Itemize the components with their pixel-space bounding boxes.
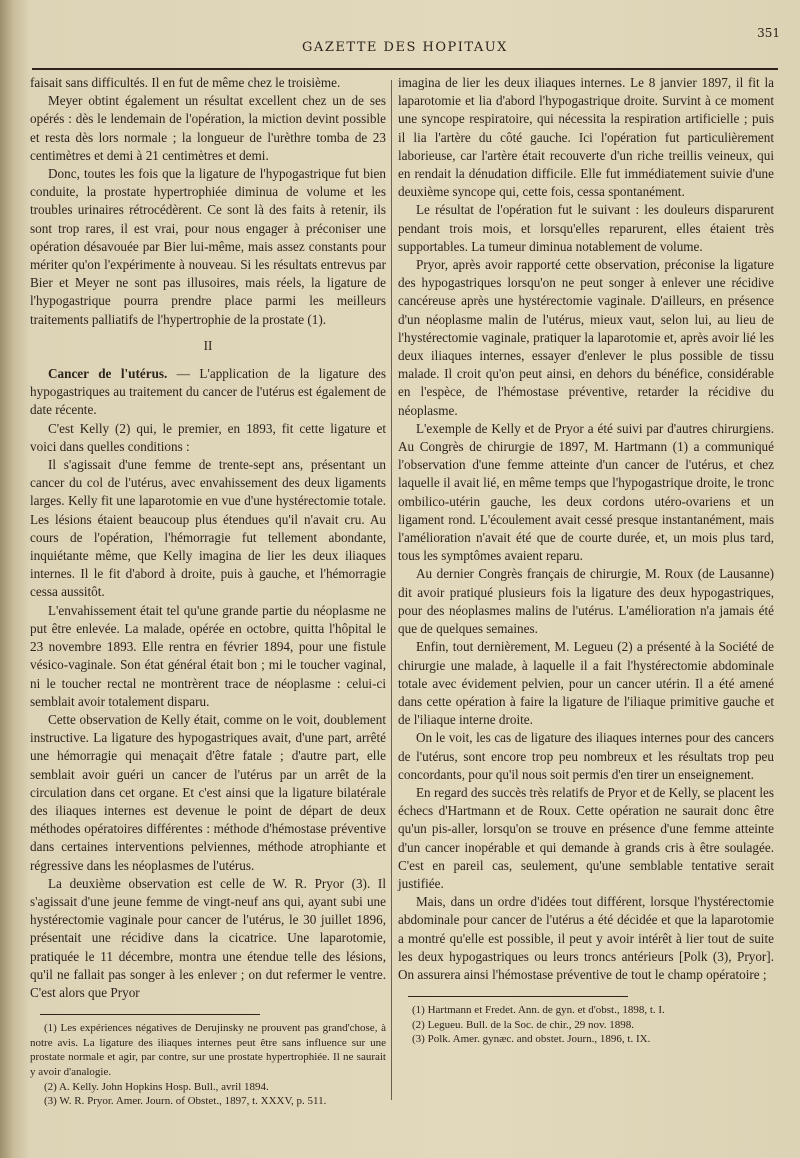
paragraph: Le résultat de l'opération fut le suivant : les douleurs disparurent pendant trois mois, et lorsqu'elles reparurent, elles étaient très supportables. La tumeur diminua notablement de volume. [398, 202, 774, 254]
paragraph: imagina de lier les deux iliaques internes. Le 8 janvier 1897, il fit la laparotomie et lia d'abord l'hypogastrique droite. Survint à ce moment une syncope respiratoire, qui nécessita la respiration artificielle ; puis il lia l'artère du côté gauche. Ici l'opération fut particulièrement laborieuse, car l'artère était recouverte d'un riche treillis veineux, qui en rendait la dénudation difficile. Elle fut immédiatement suivie d'une deuxième syncope qui, cette fois, cessa spontanément. [398, 75, 774, 200]
column-divider [391, 80, 392, 1100]
paragraph: Au dernier Congrès français de chirurgie, M. Roux (de Lausanne) dit avoir pratiqué plusieurs fois la ligature des deux hypogastriques, pour des néoplasmes malins de l'utérus. L'amélioration n'a jamais été que de quelques semaines. [398, 566, 774, 637]
paragraph: Donc, toutes les fois que la ligature de l'hypogastrique fut bien conduite, la prostate hypertrophiée diminua de volume et les troubles urinaires rétrocédèrent. Ce sont là des faits à retenir, ils sont trop rares, il est vrai, pour nous engager à préconiser une opération désavouée par Bier lui-même, mais assez constants pour mériter qu'on l'expérimente à nouveau. Si les résultats entrevus par Bier et Meyer ne sont pas illusoires, mais réels, la ligature de l'hypogastrique pourra prendre place parmi les meilleurs traitements palliatifs de l'hypertrophie de la prostate (1). [30, 166, 386, 327]
section-paragraph [30, 365, 386, 420]
section-intro: — L'application de la ligature des hypogastriques au traitement du cancer de l'utérus est également de date récente. [30, 366, 387, 418]
paragraph: Pryor, après avoir rapporté cette observation, préconise la ligature des hypogastriques lorsqu'on ne peut songer à enlever une récidive cancéreuse après une hystérectomie vaginale. D'ailleurs, en présence d'un néoplasme malin de l'utérus, mieux vaut, selon lui, au lieu de l'hystérectomie vaginale, pratiquer la laparotomie et, après avoir lié les deux iliaques internes, essayer d'enlever le plus possible de tissu malade. Il croit qu'on peut ainsi, en dehors du bénéfice, considérable en l'espèce, de l'hémostase préventive, retarder la récidive du néoplasme. [398, 257, 774, 418]
paragraph: Cette observation de Kelly était, comme on le voit, doublement instructive. La ligature des hypogastriques avait, d'une part, arrêté une hémorragie qui menaçait d'être fatale ; d'autre part, elle semblait avoir guéri un cancer de l'utérus par un arrêt de la circulation dans cet organe. Et c'est ainsi que la ligature bilatérale des iliaques internes est devenue le point de départ de deux méthodes opératoires différentes : méthode d'hémostase préventive dans certaines interventions pelviennes, méthode atrophiante et régressive dans les néoplasmes de l'utérus. [30, 711, 386, 873]
footnote-rule [408, 996, 628, 997]
footnotes-right [398, 1003, 774, 1047]
footnote: (2) Legueu. Bull. de la Soc. de chir., 29 nov. 1898. [412, 1018, 634, 1031]
footnote: (3) Polk. Amer. gynæc. and obstet. Journ., 1896, t. IX. [412, 1033, 651, 1046]
footnote: (1) Les expériences négatives de Derujinsky ne prouvent pas grand'chose, à notre avis. La ligature des iliaques internes peut être sans influence sur une prostate normale et agir, par contre, sur une prostate hypertrophiée. Il ne saurait y avoir d'analogie. [30, 1022, 386, 1078]
left-column [30, 74, 386, 1109]
paragraph: On le voit, les cas de ligature des iliaques internes pour des cancers de l'utérus, sont encore trop peu nombreux et les résultats trop peu concordants, pour qu'il nous soit permis d'en tirer un enseignement. [398, 730, 774, 782]
paragraph: L'exemple de Kelly et de Pryor a été suivi par d'autres chirurgiens. Au Congrès de chirurgie de 1897, M. Hartmann (1) a communiqué l'observation d'une femme atteinte d'un cancer de l'utérus, et chez laquelle il avait lié, en même temps que l'hypogastrique droite, le tronc ombilico-utérin gauche, les deux cordons utéro-ovariens et un ligament rond. L'écoulement avait cessé presque instantanément, mais l'amélioration n'avait été que de courte durée, et, un mois plus tard, tous les symptômes avaient reparu. [398, 420, 774, 564]
footnote: (2) A. Kelly. John Hopkins Hosp. Bull., avril 1894. [44, 1080, 269, 1093]
running-title: GAZETTE DES HOPITAUX [302, 40, 508, 55]
paragraph: En regard des succès très relatifs de Pryor et de Kelly, se placent les échecs d'Hartmann et de Roux. Cette opération ne saurait donc être qu'un pis-aller, lorsqu'on se trouve en présence d'une femme atteinte d'un cancer inopérable et qui demande à grands cris à être soulagée. C'est en pareil cas, seulement, qu'une semblable tentative serait justifiée. [398, 784, 774, 891]
section-number: II [203, 337, 213, 353]
page-number: 351 [757, 26, 780, 40]
paragraph: L'envahissement était tel qu'une grande partie du néoplasme ne put être enlevée. La malade, opérée en octobre, quitta l'hôpital le 23 novembre 1893. Elle rentra en février 1894, pour une fistule vésico-vaginale. Son état général était bon ; mi le toucher vaginal, ni le toucher rectal ne montrèrent trace de néoplasme : celui-ci semblait avoir totalement disparu. [30, 602, 386, 709]
paragraph: Meyer obtint également un résultat excellent chez un de ses opérés : dès le lendemain de l'opération, la miction devint possible et resta dès lors normale ; la longueur de l'urèthre tomba de 23 centimètres et demi à 21 centimètres et demi. [30, 93, 386, 163]
page-header [30, 26, 780, 62]
footnote: (1) Hartmann et Fredet. Ann. de gyn. et d'obst., 1898, t. I. [412, 1004, 665, 1017]
paragraph: Enfin, tout dernièrement, M. Legueu (2) a présenté à la Société de chirurgie une malade, à laquelle il a fait l'hystérectomie abdominale totale avec évidement pelvien, pour un cancer utérin. Il a été amené dans cette opération à faire la ligature de l'iliaque primitive gauche et de l'iliaque interne droite. [398, 639, 774, 728]
paragraph: faisait sans difficultés. Il en fut de même chez le troisième. [30, 75, 341, 90]
paragraph: Il s'agissait d'une femme de trente-sept ans, présentant un cancer du col de l'utérus, avec envahissement des deux ligaments larges. Kelly fit une laparotomie en vue d'une hystérectomie totale. Les lésions étaient beaucoup plus étendues qu'il n'avait cru. Au cours de l'opération, l'hémorragie fut tellement abondante, inquiétante même, que Kelly imagina de lier les deux iliaques internes. Il le fit d'abord à droite, puis à gauche, et l'hémorragie cessa aussitôt. [30, 457, 386, 600]
paragraph: C'est Kelly (2) qui, le premier, en 1893, fit cette ligature et voici dans quelles conditions : [30, 420, 386, 454]
paragraph: Mais, dans un ordre d'idées tout différent, lorsque l'hystérectomie abdominale pour cancer de l'utérus a été décidée et que la laparotomie a montré qu'elle est possible, il peut y avoir intérêt à lier tout de suite les deux hypogastriques ou leurs troncs antérieurs [Polk (3), Pryor]. On assurera ainsi l'hémostase préventive de tout le champ opératoire ; [398, 894, 774, 982]
footnote: (3) W. R. Pryor. Amer. Journ. of Obstet., 1897, t. XXXV, p. 511. [44, 1095, 327, 1108]
right-column [398, 74, 774, 1047]
footnote-rule [40, 1014, 260, 1015]
footnotes-left [30, 1021, 386, 1109]
section-title: Cancer de l'utérus. [48, 366, 168, 382]
header-rule [32, 68, 778, 70]
paragraph: La deuxième observation est celle de W. R. Pryor (3). Il s'agissait d'une jeune femme de vingt-neuf ans qui, ayant subi une hystérectomie vaginale pour cancer de l'utérus, le 30 juillet 1896, présentait une récidive dans la cicatrice. Une laparotomie, pratiquée le 11 décembre, montra une étendue telle des lésions, qu'il ne fallait pas songer à les enlever ; on dut refermer le ventre. C'est alors que Pryor [30, 875, 386, 1000]
